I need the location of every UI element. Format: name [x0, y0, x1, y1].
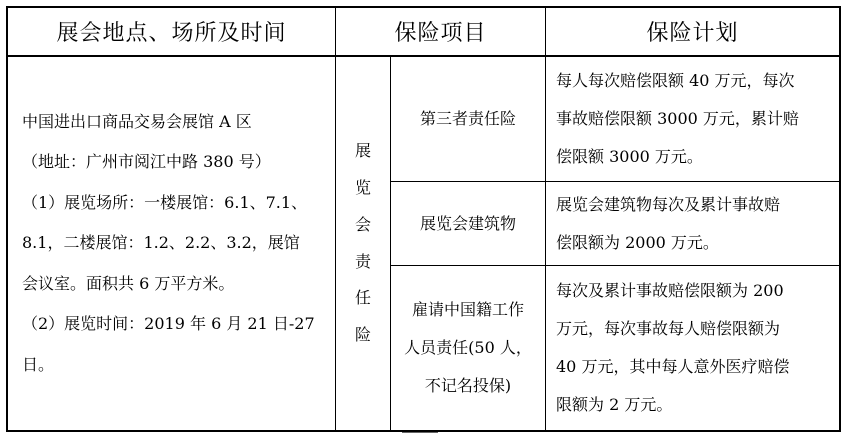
venue-line: （2）展览时间：2019 年 6 月 21 日-27: [22, 314, 315, 334]
category-cell: [336, 57, 390, 430]
header-insurance-plan-label: 保险计划: [646, 21, 739, 46]
item-name-line: 不记名投保): [424, 376, 512, 395]
category-char: 任: [354, 288, 371, 308]
item-plan-line: 偿限额 3000 万元。: [556, 147, 703, 166]
category-char: 责: [354, 251, 371, 271]
venue-line: 中国进出口商品交易会展馆 A 区: [22, 111, 252, 131]
item-plan-cell: [546, 182, 839, 265]
item-name-cell: [391, 266, 545, 430]
header-insurance-item: [336, 8, 545, 55]
item-plan-line: 每次及累计事故赔偿限额为 200: [556, 281, 784, 300]
category-char: 会: [354, 214, 371, 234]
header-venue-time-label: 展会地点、场所及时间: [56, 21, 287, 46]
venue-line: （地址：广州市阅江中路 380 号）: [22, 152, 271, 172]
header-insurance-plan: [546, 8, 839, 55]
item-name-line: 第三者责任险: [419, 109, 516, 128]
item-plan-line: 40 万元，其中每人意外医疗赔偿: [556, 357, 790, 376]
venue-cell: [8, 57, 335, 430]
item-plan-line: 展览会建筑物每次及累计事故赔: [556, 194, 781, 214]
item-name-line: 雇请中国籍工作: [411, 300, 524, 319]
venue-line: 8.1，二楼展馆：1.2、2.2、3.2，展馆: [22, 233, 300, 253]
bottom-edge-mark: [402, 432, 438, 437]
table-border-right: [839, 6, 841, 432]
category-char: 览: [354, 178, 371, 198]
item-plan-line: 偿限额为 2000 万元。: [556, 232, 719, 252]
item-plan-line: 事故赔偿限额 3000 万元，累计赔: [556, 109, 799, 128]
venue-line: 日。: [22, 354, 55, 374]
item-name-cell: [391, 57, 545, 181]
category-char: 展: [354, 141, 371, 161]
header-insurance-item-label: 保险项目: [394, 21, 487, 46]
category-char: 险: [354, 324, 371, 344]
item-name-cell: [391, 182, 545, 265]
item-plan-cell: [546, 266, 839, 430]
item-name-line: 人员责任(50 人，: [404, 338, 532, 357]
item-plan-line: 万元，每次事故每人赔偿限额为: [556, 319, 781, 338]
item-name-line: 展览会建筑物: [419, 213, 516, 233]
item-plan-cell: [546, 57, 839, 181]
item-plan-line: 每人每次赔偿限额 40 万元，每次: [556, 71, 795, 90]
venue-line: 会议室。面积共 6 万平方米。: [22, 273, 235, 293]
header-venue-time: [8, 8, 335, 55]
item-plan-line: 限额为 2 万元。: [556, 395, 673, 414]
venue-line: （1）展览场所：一楼展馆：6.1、7.1、: [22, 192, 308, 212]
